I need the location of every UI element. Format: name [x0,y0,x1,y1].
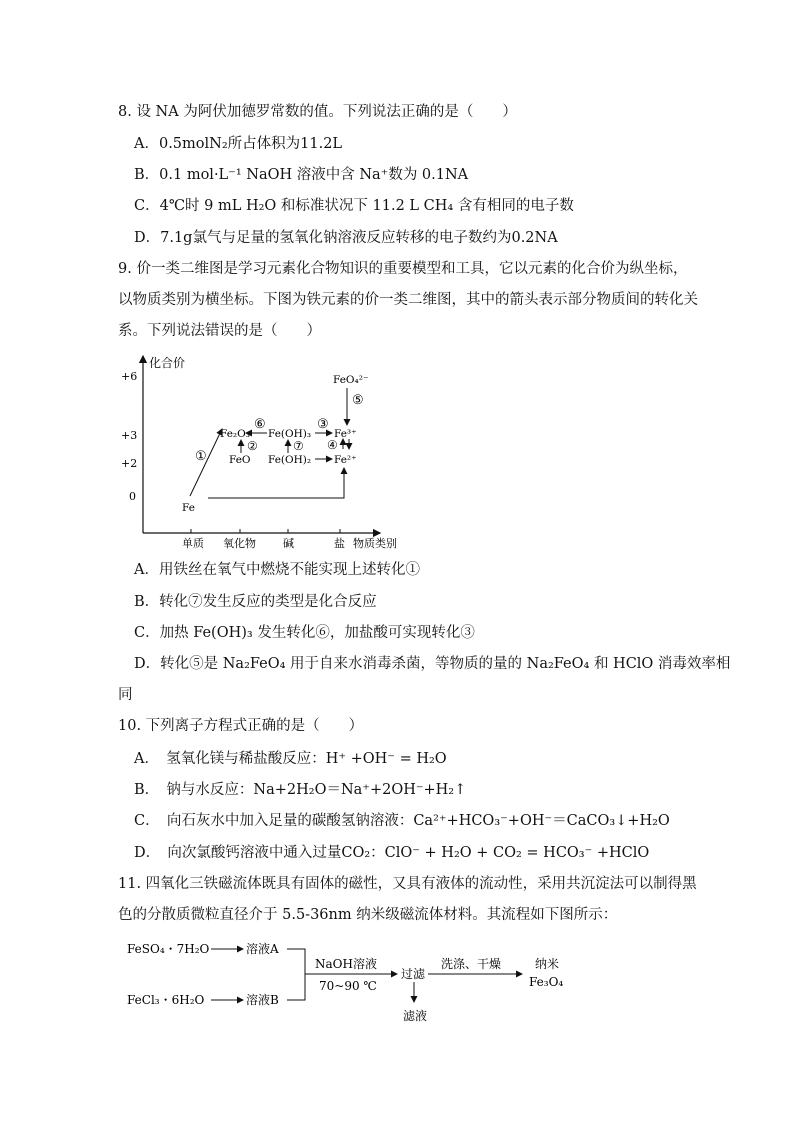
species-fe: Fe [182,502,195,514]
label-1: ① [195,449,207,464]
species-feo4: FeO₄²⁻ [333,374,369,386]
q10-option-d: D． 向次氯酸钙溶液中通入过量CO₂：ClO⁻ + H₂O + CO₂ = HCO₃⁻ +HClO [134,845,650,861]
species-fe2plus: Fe²⁺ [334,454,357,466]
q9-option-c: C．加热 Fe(OH)₃ 发生转化⑥，加盐酸可实现转化③ [134,625,475,641]
x-tick-base: 碱 [283,537,294,550]
q8-option-c: C．4℃时 9 mL H₂O 和标准状况下 11.2 L CH₄ 含有相同的电子数 [134,198,574,214]
nano-fe3o4-flow-diagram [125,934,585,1029]
condition-temperature: 70~90 ℃ [319,979,377,993]
q9-option-b: B．转化⑦发生反应的类型是化合反应 [134,594,377,610]
q10-option-a: A． 氢氧化镁与稀盐酸反应：H⁺ +OH⁻ = H₂O [134,751,447,767]
x-tick-salt: 盐 [334,537,345,550]
step-wash-dry: 洗涤、干燥 [441,957,502,971]
reagent-fecl3: FeCl₃・6H₂O [127,993,205,1007]
product-nano: 纳米 [535,957,560,971]
species-feoh3: Fe(OH)₃ [268,428,312,440]
q9-stem-line1: 9. 价一类二维图是学习元素化合物知识的重要模型和工具，它以元素的化合价为纵坐标， [118,261,688,277]
arrow-fe-to-fe2plus [208,468,344,498]
y-tick-zero: 0 [129,490,136,503]
q11-stem-line1: 11. 四氧化三铁磁流体既具有固体的磁性，又具有液体的流动性，采用共沉淀法可以制得黑 [118,876,697,892]
condition-naoh: NaOH溶液 [315,957,377,971]
species-fe3plus: Fe³⁺ [334,428,357,440]
species-feo: FeO [229,454,251,466]
solution-a: 溶液A [246,942,279,956]
label-5: ⑤ [352,393,364,408]
species-fe2o3: Fe₂O₃ [220,428,250,440]
y-axis-label: 化合价 [149,356,186,370]
q10-option-c: C． 向石灰水中加入足量的碳酸氢钠溶液：Ca²⁺+HCO₃⁻+OH⁻＝CaCO₃↓+H₂O [134,813,670,829]
label-7: ⑦ [293,439,304,453]
y-tick-plus2: +2 [121,457,138,470]
species-feoh2: Fe(OH)₂ [268,454,312,466]
reagent-feso4: FeSO₄・7H₂O [127,942,210,956]
q8-option-d: D．7.1g氯气与足量的氢氧化钠溶液反应转移的电子数约为0.2NA [134,230,558,246]
product-fe3o4: Fe₃O₄ [529,975,564,989]
q9-option-a: A．用铁丝在氧气中燃烧不能实现上述转化① [134,562,420,578]
label-4: ④ [327,438,338,452]
y-tick-plus6: +6 [121,370,138,383]
label-6: ⑥ [254,417,266,432]
q10-option-b: B． 钠与水反应：Na+2H₂O＝Na⁺+2OH⁻+H₂↑ [134,782,467,798]
q9-stem-line3: 系。下列说法错误的是（ ） [118,323,321,339]
q8-option-b: B．0.1 mol·L⁻¹ NaOH 溶液中含 Na⁺数为 0.1NA [134,167,469,183]
x-tick-element: 单质 [182,537,204,550]
q8-option-a: A．0.5molN₂所占体积为11.2L [134,136,343,152]
label-3: ③ [317,417,329,432]
filtrate: 滤液 [403,1009,428,1023]
x-tick-oxide: 氧化物 [223,537,256,550]
q9-option-d-line2: 同 [118,687,133,703]
q9-option-d-line1: D．转化⑤是 Na₂FeO₄ 用于自来水消毒杀菌，等物质的量的 Na₂FeO₄ 和 HClO 消毒效率相 [134,656,731,672]
solution-b: 溶液B [246,993,279,1007]
q9-stem-line2: 以物质类别为横坐标。下图为铁元素的价一类二维图，其中的箭头表示部分物质间的转化关 [118,292,698,308]
y-tick-plus3: +3 [121,429,138,442]
q8-stem: 8. 设 NA 为阿伏加德罗常数的值。下列说法正确的是（ ） [118,104,517,120]
label-2: ② [247,439,258,453]
x-axis-label: 物质类别 [353,537,397,550]
q11-stem-line2: 色的分散质微粒直径介于 5.5-36nm 纳米级磁流体材料。其流程如下图所示： [118,907,618,923]
step-filter: 过滤 [401,967,426,981]
q10-stem: 10. 下列离子方程式正确的是（ ） [118,718,364,734]
iron-valence-class-diagram [115,348,415,553]
